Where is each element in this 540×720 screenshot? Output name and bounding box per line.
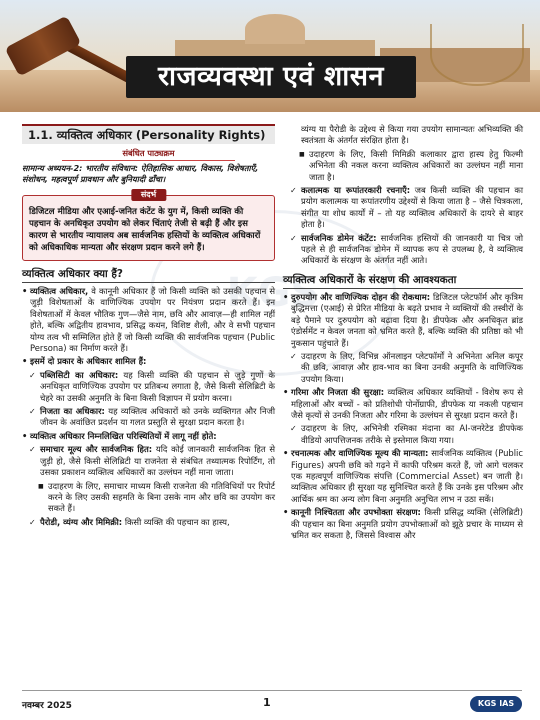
heading-what-are-personality-rights: व्यक्तित्व अधिकार क्या हैं? <box>22 267 275 283</box>
sub-list-item: ✓ निजता का अधिकार: यह व्यक्तित्व अधिकारों को उनके व्यक्तिगत और निजी जीवन के अवांछित प्रदर्शन या गलत प्रस्तुति से सुरक्षा प्रदान करता है। <box>22 406 275 429</box>
context-tag: संदर्भ <box>131 189 166 201</box>
syllabus-text: सामान्य अध्ययन-2: भारतीय संविधान: ऐतिहासिक आधार, विकास, विशेषताएँ, संशोधन, महत्वपूर्ण प्रावधान और बुनियादी ढाँचा। <box>22 163 259 184</box>
page-title: राजव्यवस्था एवं शासन <box>157 61 385 92</box>
sub-list-item: ✓ उदाहरण के लिए, अभिनेत्री रश्मिका मंदाना का AI-जनरेटेड डीपफेक वीडियो आपत्तिजनक तरीके से इस्तेमाल किया गया। <box>283 423 523 446</box>
footer-date: नवम्बर 2025 <box>22 701 72 711</box>
continued-text: व्यंग्य या पैरोडी के उद्देश्य से किया गया उपयोग सामान्यतः अभिव्यक्ति की स्वतंत्रता के अंतर्गत संरक्षित होता है। <box>301 124 523 146</box>
heading-need-for-protection: व्यक्तित्व अधिकारों के संरक्षण की आवश्यकता <box>283 273 523 289</box>
syllabus-heading: संबंधित पाठ्यक्रम <box>122 148 175 158</box>
footer-divider <box>22 690 522 691</box>
list-item: • इसमें दो प्रकार के अधिकार शामिल हैं: <box>22 356 275 367</box>
sub-list-item: ✓ पैरोडी, व्यंग्य और मिमिक्री: किसी व्यक्ति की पहचान का हास्य, <box>22 517 275 528</box>
list-item: • व्यक्तित्व अधिकार, वे कानूनी अधिकार हैं जो किसी व्यक्ति को उसकी पहचान से जुड़ी विशेषताओं के वाणिज्यिक उपयोग पर नियंत्रण प्रदान करते हैं। इन विशेषताओं में केवल भौतिक गुण—जैसे नाम, छवि और आवाज़—ही शामिल नहीं होते, बल्कि अद्वितीय हावभाव, प्रसिद्ध कथन, विशिष्ट शैली, और वे सभी पहचान योग्य तत्व भी सम्मिलित होते हैं जो किसी व्यक्ति की सार्वजनिक पहचान (Public Persona) का निर्माण करते हैं। <box>22 286 275 354</box>
list-item: • व्यक्तित्व अधिकार निम्नलिखित परिस्थितियों में लागू नहीं होते: <box>22 431 275 442</box>
example-item: ■ उदाहरण के लिए, किसी मिमिक्री कलाकार द्वारा हास्य हेतु फिल्मी अभिनेता की नकल करना व्यक्तित्व अधिकारों का उल्लंघन नहीं माना जाता है। <box>283 149 523 183</box>
right-column <box>283 124 523 543</box>
sub-list-item: ✓ समाचार मूल्य और सार्वजनिक हित: यदि कोई जानकारी सार्वजनिक हित से जुड़ी हो, जैसे किसी सेलिब्रिटी या राजनेता से संबंधित तथ्यात्मक रिपोर्टिंग, तो उसका प्रकाशन व्यक्तित्व अधिकारों का उल्लंघन नहीं माना जाता। <box>22 444 275 478</box>
context-text: डिजिटल मीडिया और एआई-जनित कंटेंट के युग में, किसी व्यक्ति की पहचान के अनधिकृत उपयोग को लेकर चिंताएं तेजी से बढ़ी हैं और इस कारण से भारतीय न्यायालय अब सार्वजनिक हस्तियों के व्यक्तित्व अधिकारों को अधिकाधिक मान्यता और संरक्षण प्रदान करने लगे हैं। <box>29 207 261 253</box>
page-footer <box>0 690 540 720</box>
page-number: 1 <box>263 696 271 709</box>
sub-list-item: ✓ सार्वजनिक डोमेन कंटेंट: सार्वजनिक हस्तियों की जानकारी या चित्र जो पहले से ही सार्वजनिक डोमेन में व्यापक रूप से उपलब्ध है, वे व्यक्तित्व अधिकारों के संरक्षण के अंतर्गत नहीं आते। <box>283 233 523 267</box>
watermark-logo: KGS <box>150 210 396 376</box>
header-banner <box>0 0 540 112</box>
list-item: • गरिमा और निजता की सुरक्षा: व्यक्तित्व अधिकार व्यक्तियों - विशेष रूप से महिलाओं और बच्चों - को प्रतिशोधी पोर्नोग्राफी, डीपफेक या नकली पहचान जैसे कृत्यों से उनकी निजता और गरिमा के उल्लंघन से सुरक्षा प्रदान करते हैं। <box>283 387 523 421</box>
left-column <box>22 124 275 530</box>
syllabus-divider <box>62 160 235 161</box>
example-item: ■ उदाहरण के लिए, समाचार माध्यम किसी राजनेता की गतिविधियों पर रिपोर्ट करने के लिए उसकी सहमति के बिना उसके नाम और छवि का उपयोग कर सकते हैं। <box>22 481 275 515</box>
list-item: • दुरुपयोग और वाणिज्यिक दोहन की रोकथाम: डिजिटल प्लेटफॉर्म और कृत्रिम बुद्धिमत्ता (एआई) से प्रेरित मीडिया के बढ़ते प्रभाव ने व्यक्तियों की तस्वीरों के बड़े पैमाने पर दुरुपयोग को बढ़ावा दिया है। डीपफेक और अनधिकृत ब्रांड एंडोर्समेंट न केवल जनता को भ्रमित करते हैं, बल्कि व्यक्ति की प्रतिष्ठा को भी नुकसान पहुंचाते हैं। <box>283 292 523 349</box>
parliament-dome <box>245 14 305 44</box>
scales-icon <box>430 24 524 86</box>
sub-list-item: ✓ उदाहरण के लिए, विभिन्न ऑनलाइन प्लेटफॉर्मों ने अभिनेता अनिल कपूर की छवि, आवाज़ और हाव-भाव का बिना उनकी अनुमति के वाणिज्यिक उपयोग किया। <box>283 351 523 385</box>
context-box <box>22 190 275 261</box>
sub-list-item: ✓ कलात्मक या रूपांतरकारी रचनाएँ: जब किसी व्यक्ति की पहचान का प्रयोग कलात्मक या रूपांतरणीय उद्देश्यों से किया जाता है – जैसे चित्रकला, संगीत या शोध कार्यों में – तो यह व्यक्तित्व अधिकारों के दायरे से बाहर होता है। <box>283 185 523 231</box>
kgs-logo: KGS IAS <box>470 696 522 712</box>
list-item: • कानूनी निश्चितता और उपभोक्ता संरक्षण: किसी प्रसिद्ध व्यक्ति (सेलिब्रिटी) की पहचान का बिना अनुमति प्रयोग उपभोक्ताओं को झूठे प्रचार के माध्यम से भ्रमित कर सकता है, जिससे विश्वास और <box>283 507 523 541</box>
sub-list-item: ✓ पब्लिसिटी का अधिकार: यह किसी व्यक्ति की पहचान से जुड़े गुणों के अनधिकृत वाणिज्यिक उपयोग पर प्रतिबन्ध लगाता है, जैसे किसी सेलिब्रिटी के चेहरे का उसकी अनुमति के बिना किसी विज्ञापन में प्रयोग करना। <box>22 370 275 404</box>
section-title: 1.1. व्यक्तित्व अधिकार (Personality Rights) <box>22 124 275 144</box>
list-item: • रचनात्मक और वाणिज्यिक मूल्य की मान्यता: सार्वजनिक व्यक्तित्व (Public Figures) अपनी छवि को गढ़ने में काफी परिश्रम करते हैं, जो आगे चलकर एक महत्वपूर्ण वाणिज्यिक संपत्ति (Commercial Asset) बन जाती है। व्यक्तित्व अधिकार ही सुरक्षा यह सुनिश्चित करते हैं कि उनके इस परिश्रम और आर्थिक श्रम का अन्य लोग बिना अनुमति अनुचित लाभ न उठा सकें। <box>283 448 523 505</box>
